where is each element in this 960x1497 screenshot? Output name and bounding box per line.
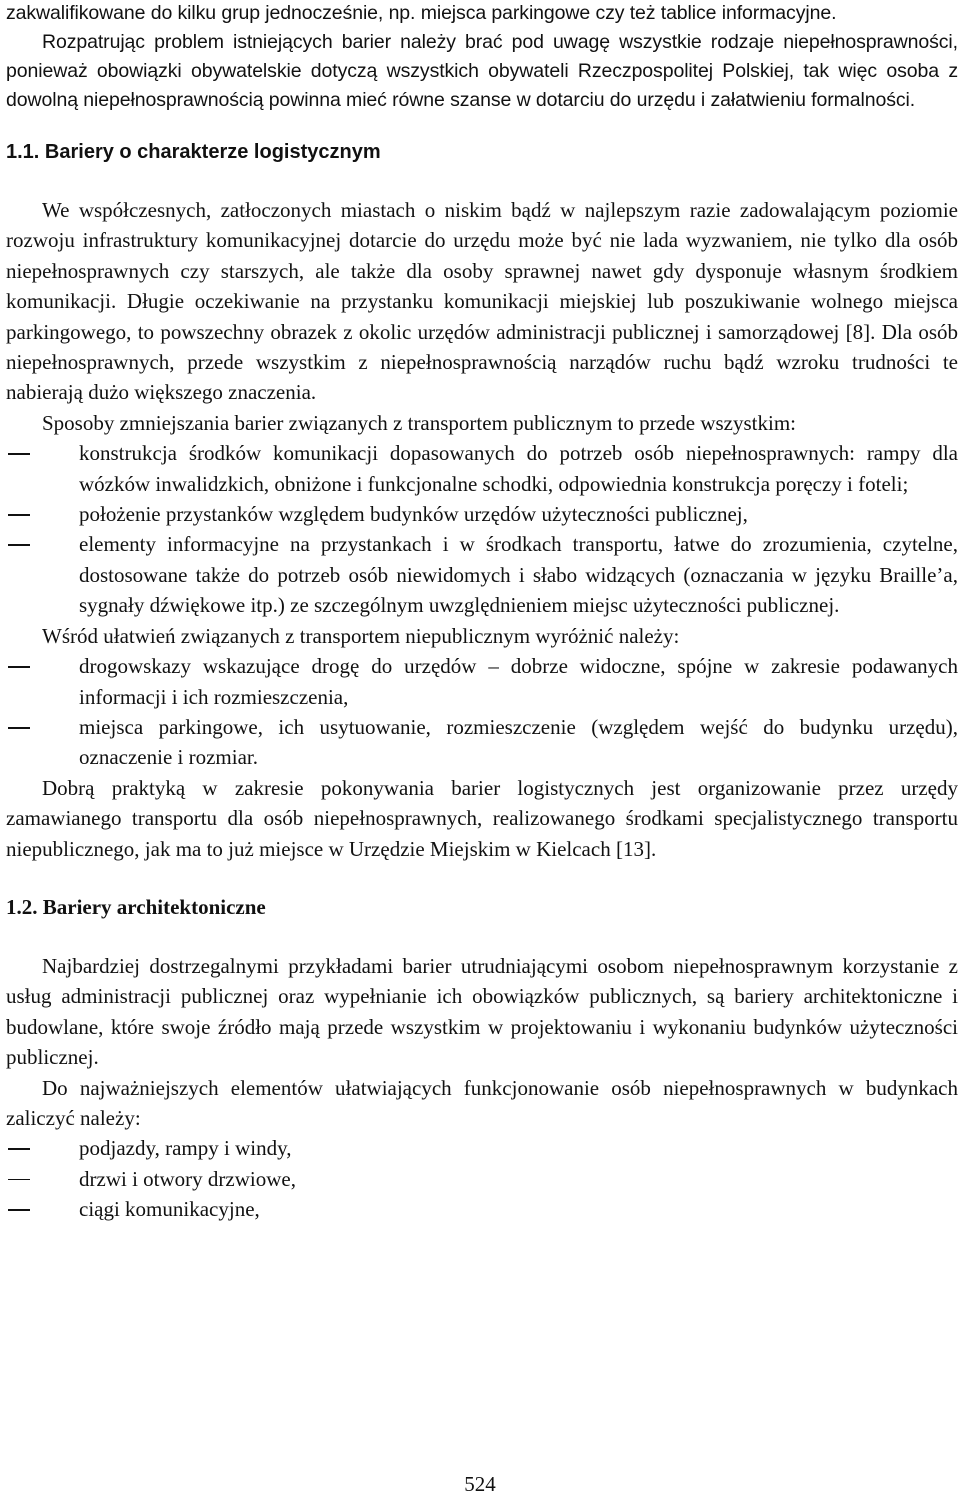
document-page: [6, 0, 958, 1225]
list-item: elementy informacyjne na przystankach i w środkach transportu, łatwe do zrozumienia, czytelne, dostosowane także do potrzeb osób niewidomych i słabo widzących (oznaczania w języku Braille’a, sygnały dźwiękowe itp.) ze szczególnym uwzględnieniem miejsc użyteczności publicznej.: [79, 532, 958, 618]
list-item: podjazdy, rampy i windy,: [79, 1136, 292, 1161]
section-1-2-paragraph-1: Najbardziej dostrzegalnymi przykładami barier utrudniającymi osobom niepełnosprawnym korzystanie z usług administracji publicznej oraz wypełnianie ich obowiązków publicznych, są bariery architektoniczne i budowlane, które swoje źródło mają przede wszystkim w projektowaniu i wykonaniu budynków użyteczności publicznej.: [6, 953, 958, 1070]
section-1-1-paragraph-2: Sposoby zmniejszania barier związanych z transportem publicznym to przede wszystkim:: [42, 410, 797, 435]
list-item: konstrukcja środków komunikacji dopasowanych do potrzeb osób niepełnosprawnych: rampy dla wózków inwalidzkich, obniżone i funkcjonalne schodki, odpowiednia konstrukcja poręczy i foteli;: [79, 441, 958, 496]
list-item: drzwi i otwory drzwiowe,: [79, 1166, 296, 1191]
architecture-list: [6, 1133, 958, 1224]
list-item: miejsca parkingowe, ich usytuowanie, rozmieszczenie (względem wejść do budynku urzędu), oznaczenie i rozmiar.: [79, 714, 958, 770]
section-1-1-paragraph-3: Wśród ułatwień związanych z transportem niepublicznym wyróżnić należy:: [42, 623, 680, 648]
list-item: położenie przystanków względem budynków urzędów użyteczności publicznej,: [79, 502, 748, 527]
section-1-1-heading: 1.1. Bariery o charakterze logistycznym: [6, 141, 381, 163]
list-item: drogowskazy wskazujące drogę do urzędów – dobrze widoczne, spójne w zakresie podawanych informacji i ich rozmieszczenia,: [79, 654, 958, 709]
page-number: 524: [464, 1472, 496, 1496]
list-item: ciągi komunikacyjne,: [79, 1197, 260, 1222]
section-1-1-paragraph-1: We współczesnych, zatłoczonych miastach o niskim bądź w najlepszym razie zadowalającym poziomie rozwoju infrastruktury komunikacyjnej dotarcie do urzędu może być nie lada wyzwaniem, nie tylko dla osób niepełnosprawnych czy starszych, ale także dla osoby sprawnej nawet gdy dysponuje własnym środkiem komunikacji. Długie oczekiwanie na przystanku komunikacji miejskiej lub poszukiwanie wolnego miejsca parkingowego, to powszechny obrazek z okolic urzędów administracji publicznej i samorządowej [8]. Dla osób niepełnosprawnych, przede wszystkim z niepełnosprawnością narządów ruchu bądź wzroku trudności te nabierają dużo większego znaczenia.: [6, 198, 958, 405]
intro-paragraph-2: Rozpatrując problem istniejących barier należy brać pod uwagę wszystkie rodzaje niepełnosprawności, ponieważ obowiązki obywatelskie dotyczą wszystkich obywateli Rzeczpospolitej Polskiej, tak więc osoba z dowolną niepełnosprawnością powinna mieć równe szanse w dotarciu do urzędu i załatwieniu formalności.: [6, 31, 958, 111]
section-1-2-paragraph-2: Do najważniejszych elementów ułatwiających funkcjonowanie osób niepełnosprawnych w budynkach zaliczyć należy:: [6, 1075, 958, 1130]
section-1-1-paragraph-4: Dobrą praktyką w zakresie pokonywania barier logistycznych jest organizowanie przez urzędy zamawianego transportu dla osób niepełnosprawnych, realizowanego środkami specjalistycznego transportu niepublicznego, jak ma to już miejsce w Urzędzie Miejskim w Kielcach [13].: [6, 775, 958, 861]
intro-paragraph-1: zakwalifikowane do kilku grup jednocześnie, np. miejsca parkingowe czy też tablice informacyjne.: [6, 2, 837, 24]
transport-private-list: [6, 651, 958, 773]
transport-public-list: [6, 438, 958, 620]
section-1-2-heading: 1.2. Bariery architektoniczne: [6, 894, 266, 919]
